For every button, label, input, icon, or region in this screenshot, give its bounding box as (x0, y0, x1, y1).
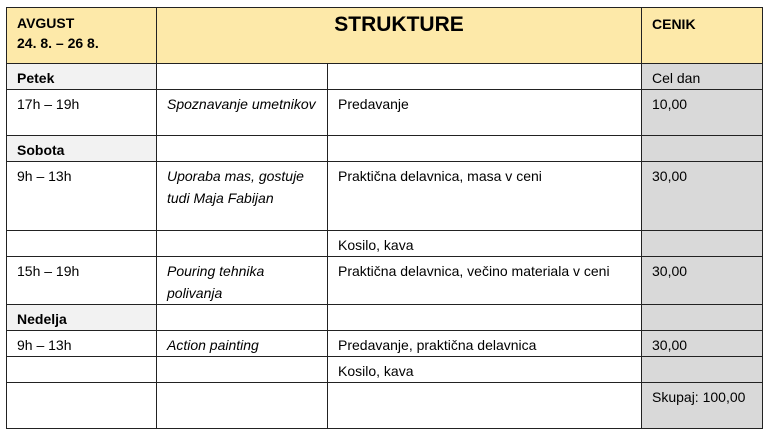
date-range-cell (7, 8, 157, 64)
month-label: AVGUST (17, 15, 75, 31)
time-cell: 15h – 19h (7, 257, 157, 305)
empty-price-cell (642, 231, 763, 257)
day-row-nedelja (7, 305, 763, 331)
total-row (7, 383, 763, 429)
schedule-table (6, 7, 763, 429)
price-cell: 30,00 (642, 257, 763, 305)
topic-cell: Pouring tehnika polivanja (157, 257, 328, 305)
type-cell: Praktična delavnica, masa v ceni (328, 162, 642, 231)
price-heading: CENIK (642, 8, 763, 64)
table-row (7, 162, 763, 231)
empty-cell (157, 64, 328, 90)
empty-cell (7, 231, 157, 257)
type-cell: Predavanje, praktična delavnica (328, 331, 642, 357)
empty-price-cell (642, 305, 763, 331)
empty-cell (157, 136, 328, 162)
time-cell: 9h – 13h (7, 331, 157, 357)
empty-cell (328, 383, 642, 429)
price-cell: 30,00 (642, 331, 763, 357)
day-label: Nedelja (7, 305, 157, 331)
topic-cell: Action painting (157, 331, 328, 357)
day-label: Sobota (7, 136, 157, 162)
type-cell: Kosilo, kava (328, 357, 642, 383)
price-note: Cel dan (642, 64, 763, 90)
date-range: 24. 8. – 26 8. (17, 35, 99, 51)
table-row (7, 357, 763, 383)
empty-cell (7, 357, 157, 383)
table-row (7, 331, 763, 357)
table-row (7, 90, 763, 136)
type-cell: Praktična delavnica, večino materiala v ceni (328, 257, 642, 305)
price-cell: 30,00 (642, 162, 763, 231)
empty-cell (7, 383, 157, 429)
time-cell: 17h – 19h (7, 90, 157, 136)
empty-cell (157, 357, 328, 383)
topic-cell: Uporaba mas, gostuje tudi Maja Fabijan (157, 162, 328, 231)
table-row (7, 257, 763, 305)
empty-cell (328, 305, 642, 331)
day-row-petek (7, 64, 763, 90)
total-price: Skupaj: 100,00 (642, 383, 763, 429)
day-label: Petek (7, 64, 157, 90)
empty-cell (157, 383, 328, 429)
empty-price-cell (642, 136, 763, 162)
empty-cell (328, 136, 642, 162)
table-title: STRUKTURE (157, 8, 642, 64)
price-cell: 10,00 (642, 90, 763, 136)
time-cell: 9h – 13h (7, 162, 157, 231)
table-row (7, 231, 763, 257)
topic-cell: Spoznavanje umetnikov (157, 90, 328, 136)
type-cell: Predavanje (328, 90, 642, 136)
header-row (7, 8, 763, 64)
empty-cell (328, 64, 642, 90)
empty-price-cell (642, 357, 763, 383)
empty-cell (157, 231, 328, 257)
type-cell: Kosilo, kava (328, 231, 642, 257)
empty-cell (157, 305, 328, 331)
day-row-sobota (7, 136, 763, 162)
